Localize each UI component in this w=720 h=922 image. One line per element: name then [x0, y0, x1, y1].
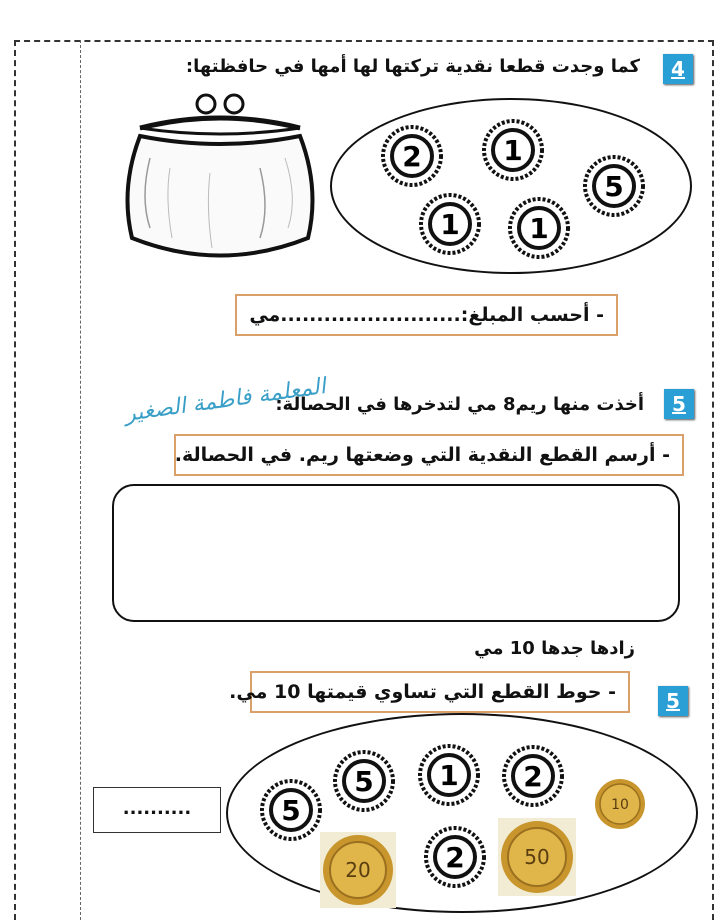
- coin-5-icon[interactable]: [260, 779, 322, 841]
- svg-text:2: 2: [402, 140, 422, 173]
- coin-2-icon[interactable]: [502, 745, 564, 807]
- calculate-amount-box[interactable]: - أحسب المبلغ:.........................مي: [235, 294, 618, 336]
- svg-text:10: 10: [611, 797, 629, 813]
- answer-blank-box[interactable]: ..........: [93, 787, 221, 833]
- svg-text:1: 1: [503, 134, 523, 167]
- exercise-5b-number: 5: [658, 686, 688, 716]
- gold-coin-10-icon[interactable]: [594, 778, 646, 830]
- draw-coins-instruction-box: - أرسم القطع النقدية التي وضعتها ريم. في الحصالة.: [174, 434, 684, 476]
- coin-1-icon: [482, 119, 544, 181]
- svg-text:5: 5: [604, 170, 624, 203]
- coin-2-icon[interactable]: [424, 826, 486, 888]
- page-border-left: [14, 40, 16, 920]
- svg-text:1: 1: [440, 208, 460, 241]
- svg-text:20: 20: [345, 858, 371, 882]
- teacher-signature: المعلمة فاطمة الصغير: [123, 374, 328, 427]
- svg-text:2: 2: [445, 841, 465, 874]
- coin-5-icon[interactable]: [333, 750, 395, 812]
- circle-coins-instruction-box: - حوط القطع التي تساوي قيمتها 10 مي.: [250, 671, 630, 713]
- coin-2-icon: [381, 125, 443, 187]
- page-border-right: [712, 40, 714, 920]
- gold-coin-20-icon[interactable]: [320, 832, 396, 908]
- svg-text:2: 2: [523, 760, 543, 793]
- svg-text:50: 50: [524, 845, 550, 869]
- svg-text:5: 5: [281, 794, 301, 827]
- page-border-top: [14, 40, 714, 42]
- drawing-area[interactable]: [112, 484, 680, 622]
- exercise-4-number: 4: [663, 54, 693, 84]
- exercise-5a-prompt: أخذت منها ريم8 مي لتدخرها في الحصالة:: [275, 394, 644, 415]
- svg-text:5: 5: [354, 765, 374, 798]
- coin-5-icon: [583, 155, 645, 217]
- coin-1-icon: [508, 197, 570, 259]
- gold-coin-50-icon[interactable]: [498, 818, 576, 896]
- exercise-5b-intro: زادها جدها 10 مي: [474, 638, 635, 659]
- coin-1-icon[interactable]: [418, 744, 480, 806]
- page-margin-line: [80, 40, 81, 920]
- exercise-4-prompt: كما وجدت قطعا نقدية تركتها لها أمها في حافظتها:: [185, 56, 640, 77]
- coin-1-icon: [419, 193, 481, 255]
- exercise-5a-number: 5: [664, 389, 694, 419]
- svg-text:1: 1: [529, 212, 549, 245]
- svg-text:1: 1: [439, 759, 459, 792]
- purse-icon: [110, 88, 330, 268]
